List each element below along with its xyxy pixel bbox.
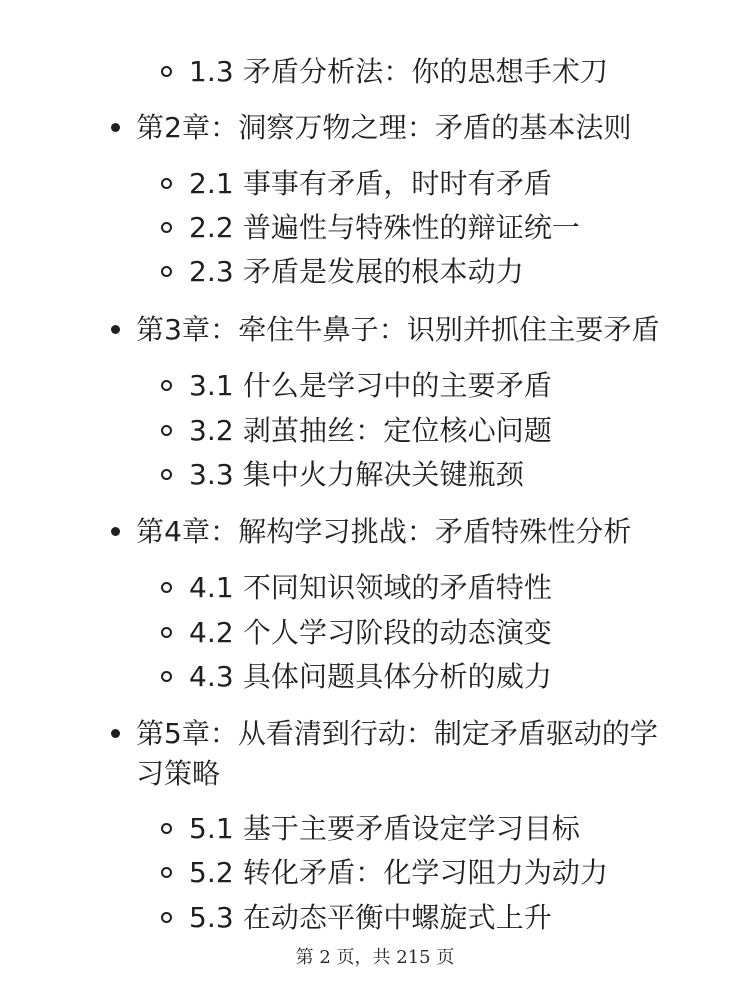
toc-section-4-3 [0, 657, 750, 697]
chapter-title-5: 第5章：从看清到行动：制定矛盾驱动的学习策略 [136, 717, 658, 790]
toc-section-4-1 [0, 568, 750, 608]
section-title-5-2: 5.2 转化矛盾：化学习阻力为动力 [189, 856, 609, 889]
section-title-3-3: 3.3 集中火力解决关键瓶颈 [189, 458, 524, 491]
toc-section-4-2 [0, 613, 750, 653]
chapter-bullet-icon [111, 527, 120, 536]
section-title-2-3: 2.3 矛盾是发展的根本动力 [189, 255, 524, 288]
section-title-3-1: 3.1 什么是学习中的主要矛盾 [189, 369, 552, 402]
section-bullet-icon [161, 867, 172, 878]
section-title-4-1: 4.1 不同知识领域的矛盾特性 [189, 571, 552, 604]
toc-chapter-3 [0, 310, 750, 350]
toc-section-2-1 [0, 164, 750, 204]
chapter-title-4: 第4章：解构学习挑战：矛盾特殊性分析 [136, 515, 632, 548]
toc-chapter-2 [0, 108, 750, 148]
section-bullet-icon [161, 582, 172, 593]
page-footer: 第 2 页，共 215 页 [295, 947, 455, 968]
section-bullet-icon [161, 912, 172, 923]
section-bullet-icon [161, 425, 172, 436]
section-title-5-1: 5.1 基于主要矛盾设定学习目标 [189, 812, 581, 845]
toc-section-2-2 [0, 208, 750, 248]
toc-section-1-3 [0, 52, 750, 92]
toc-section-5-2 [0, 853, 750, 893]
chapter-bullet-icon [111, 729, 120, 738]
section-bullet-icon [161, 178, 172, 189]
section-title-2-2: 2.2 普遍性与特殊性的辩证统一 [189, 211, 581, 244]
section-bullet-icon [161, 671, 172, 682]
section-bullet-icon [161, 66, 172, 77]
section-title-4-3: 4.3 具体问题具体分析的威力 [189, 660, 552, 693]
section-title-5-3: 5.3 在动态平衡中螺旋式上升 [189, 901, 552, 934]
toc-section-3-1 [0, 366, 750, 406]
section-bullet-icon [161, 380, 172, 391]
chapter-title-2: 第2章：洞察万物之理：矛盾的基本法则 [136, 111, 632, 144]
toc-section-2-3 [0, 252, 750, 292]
section-title-2-1: 2.1 事事有矛盾，时时有矛盾 [189, 167, 552, 200]
section-title-3-2: 3.2 剥茧抽丝：定位核心问题 [189, 414, 552, 447]
section-title-1-3: 1.3 矛盾分析法：你的思想手术刀 [189, 55, 609, 88]
section-bullet-icon [161, 266, 172, 277]
section-bullet-icon [161, 627, 172, 638]
toc-section-3-3 [0, 455, 750, 495]
chapter-title-3: 第3章：牵住牛鼻子：识别并抓住主要矛盾 [136, 313, 660, 346]
section-title-4-2: 4.2 个人学习阶段的动态演变 [189, 616, 552, 649]
toc-section-3-2 [0, 411, 750, 451]
chapter-bullet-icon [111, 325, 120, 334]
toc-section-5-3 [0, 898, 750, 938]
chapter-bullet-icon [111, 123, 120, 132]
toc-chapter-5 [0, 714, 750, 794]
toc-section-5-1 [0, 809, 750, 849]
section-bullet-icon [161, 222, 172, 233]
section-bullet-icon [161, 469, 172, 480]
toc-chapter-4 [0, 512, 750, 552]
section-bullet-icon [161, 823, 172, 834]
